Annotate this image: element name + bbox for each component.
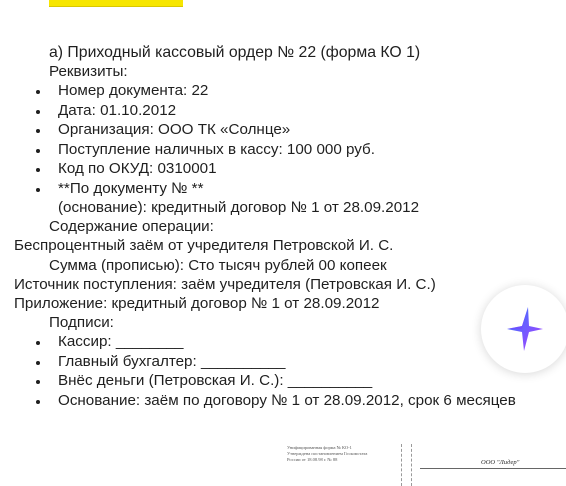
- sparkle-star-icon: [501, 305, 549, 353]
- assistant-button[interactable]: [481, 285, 566, 373]
- signature-item: Основание: заём по договору № 1 от 28.09.2012, срок 6 месяцев: [58, 392, 516, 409]
- requisite-item: Код по ОКУД: 0310001: [58, 160, 217, 177]
- bullet-marker: [36, 188, 40, 192]
- attachment-line: Приложение: кредитный договор № 1 от 28.09.2012: [14, 295, 380, 312]
- thumbnail-divider: [401, 444, 402, 486]
- bullet-marker: [36, 380, 40, 384]
- signature-underline: [478, 468, 530, 469]
- signatures-heading: Подписи:: [49, 314, 114, 331]
- basis-line: (основание): кредитный договор № 1 от 28.09.2012: [58, 199, 420, 216]
- source-line: Источник поступления: заём учредителя (Петровская И. С.): [14, 276, 436, 293]
- amount-in-words: Сумма (прописью): Сто тысяч рублей 00 копеек: [49, 257, 387, 274]
- bullet-marker: [36, 110, 40, 114]
- bullet-marker: [36, 168, 40, 172]
- requisites-heading: Реквизиты:: [49, 63, 128, 80]
- thumbnail-text-line: России от 18.08.98 г. № 88: [287, 457, 338, 462]
- signature-item: Кассир: ________: [58, 333, 184, 350]
- document-thumbnail: [0, 430, 566, 486]
- requisite-item: Номер документа: 22: [58, 82, 209, 99]
- bullet-marker: [36, 129, 40, 133]
- bullet-marker: [36, 361, 40, 365]
- document-title: а) Приходный кассовый ордер № 22 (форма КО 1): [49, 44, 421, 61]
- operation-text: Беспроцентный заём от учредителя Петровской И. С.: [14, 237, 394, 254]
- bullet-marker: [36, 400, 40, 404]
- thumbnail-text-line: Утверждена постановлением Госкомстата: [287, 451, 368, 456]
- operation-heading: Содержание операции:: [49, 218, 214, 235]
- bullet-marker: [36, 90, 40, 94]
- bullet-marker: [36, 149, 40, 153]
- company-signature: ООО "Лидер": [481, 459, 520, 466]
- signature-item: Главный бухгалтер: __________: [58, 353, 286, 370]
- bullet-marker: [36, 341, 40, 345]
- requisite-item: Организация: ООО ТК «Солнце»: [58, 121, 291, 138]
- requisite-item: Поступление наличных в кассу: 100 000 руб.: [58, 141, 375, 158]
- requisite-item: Дата: 01.10.2012: [58, 102, 177, 119]
- thumbnail-divider: [411, 444, 412, 486]
- thumbnail-text-line: Унифицированная форма № КО-1: [287, 445, 352, 450]
- signature-item: Внёс деньги (Петровская И. С.): __________: [58, 372, 373, 389]
- requisite-item: **По документу № **: [58, 180, 204, 197]
